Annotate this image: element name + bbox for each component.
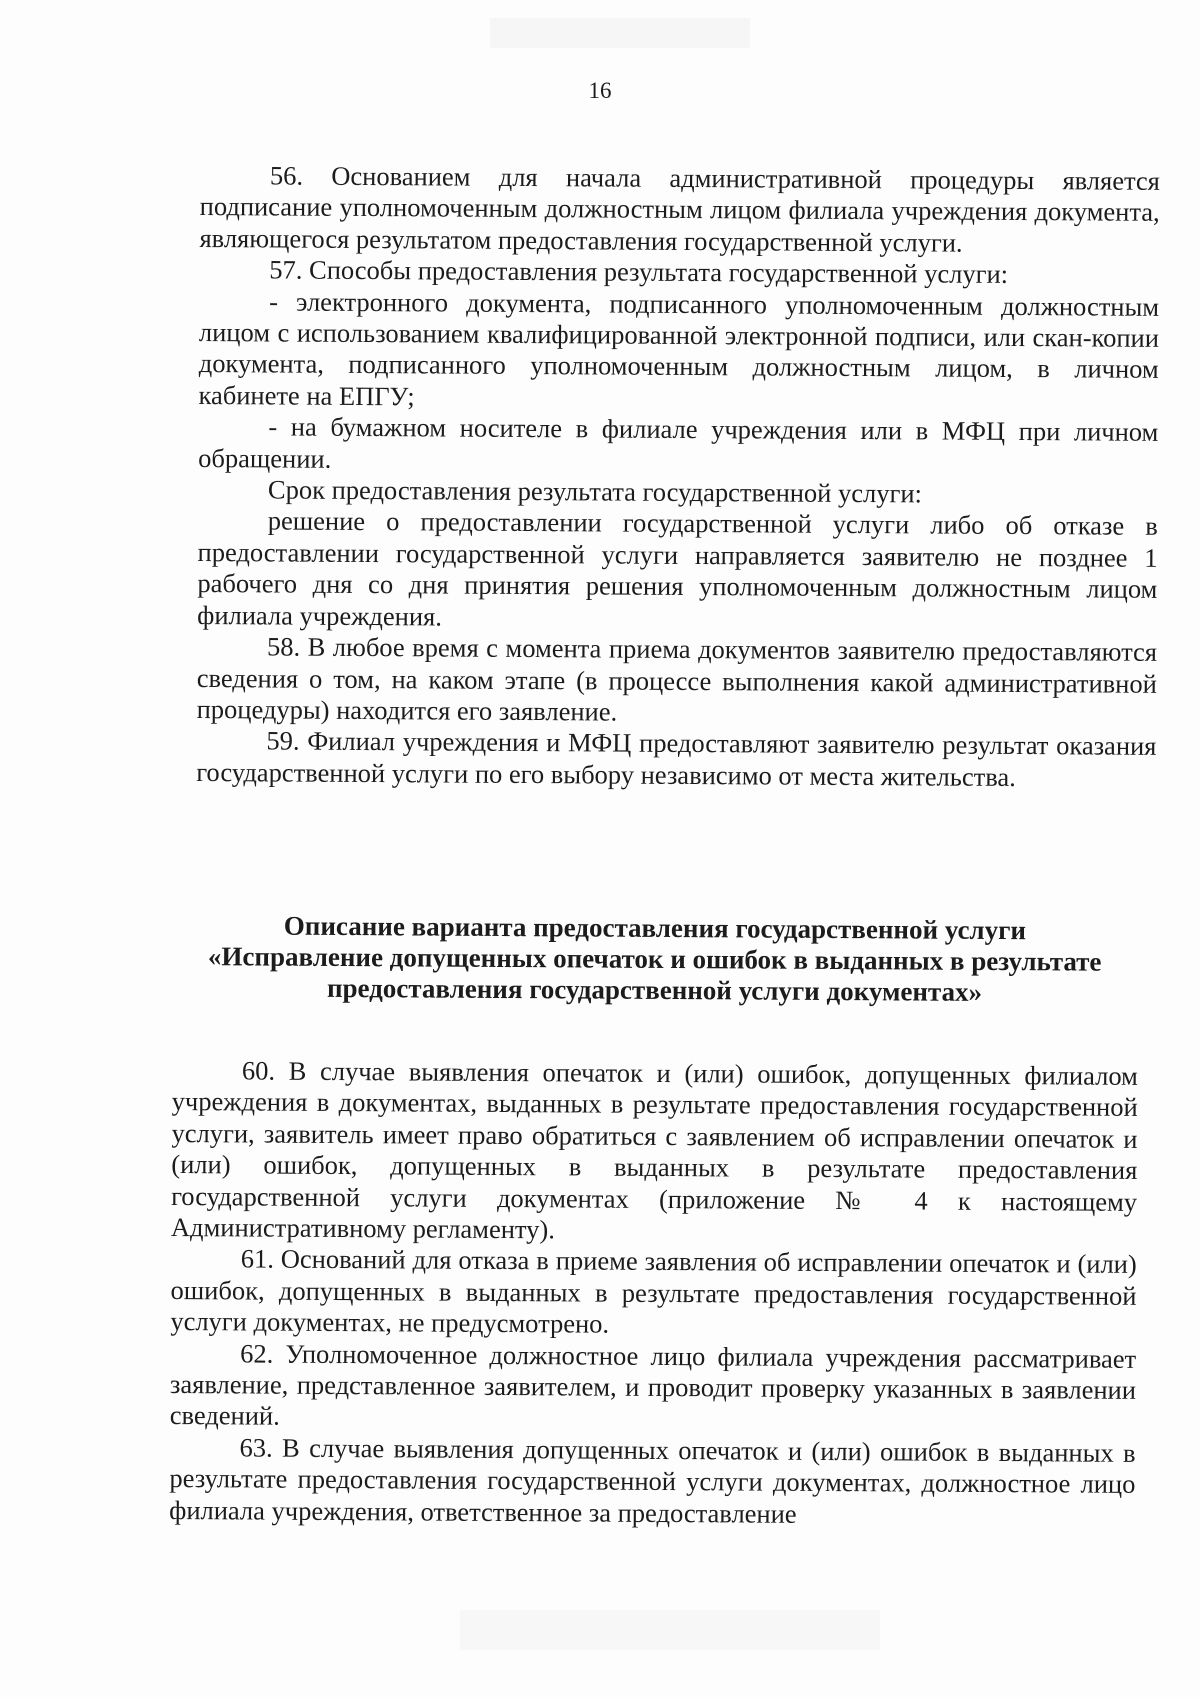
paragraph-63: 63. В случае выявления допущенных опечаток и (или) ошибок в выданных в результате предоставления государственной услуги документах, должностное лицо филиала учреждения, ответственное за предоставление [169, 1432, 1136, 1529]
scan-artifact [490, 18, 750, 48]
paragraph-61: 61. Оснований для отказа в приеме заявления об исправлении опечаток и (или) ошибок, допущенных в выданных в результате предоставления государственной услуги документах, не предусмотрено. [170, 1243, 1137, 1339]
paragraph-56: 56. Основанием для начала административной процедуры является подписание уполномоченным должностным лицом филиала учреждения документа, являющегося результатом предоставления государственной услуги. [199, 160, 1160, 258]
paragraph-60: 60. В случае выявления опечаток и (или) ошибок, допущенных филиалом учреждения в документах, выданных в результате предоставления государственной услуги, заявитель имеет право обратиться с заявлением об исправлении опечаток и (или) ошибок, допущенных в выданных в результате предоставления государственной услуги документах (приложение № 4 к настоящему Административному регламенту). [170, 1055, 1138, 1245]
paragraph-59: 59. Филиал учреждения и МФЦ предоставляют заявителю результат оказания государственной услуги по его выбору независимо от места жительства. [196, 725, 1157, 792]
paragraph-57: 57. Способы предоставления результата государственной услуги: [269, 254, 1009, 290]
section-heading [174, 910, 1135, 1009]
section-heading-line-1: Описание варианта предоставления государственной услуги [283, 910, 1027, 946]
page-number: 16 [588, 78, 612, 103]
section-heading-line-3: предоставления государственной услуги документах» [326, 972, 983, 1007]
paragraph-58: 58. В любое время с момента приема документов заявителю предоставляются сведения о том, на каком этапе (в процессе выполнения какой административной процедуры) находится его заявление. [196, 631, 1158, 727]
body-text-bottom [169, 1055, 1138, 1532]
paragraph-term-heading: Срок предоставления результата государственной услуги: [267, 474, 923, 509]
paragraph-term-decision: решение о предоставлении государственной услуги либо об отказе в предоставлении государственной услуги направляется заявителю не позднее 1 рабочего дня со дня принятия решения уполномоченным должностным лицом филиала учреждения. [197, 505, 1158, 632]
paragraph-57-item-electronic: - электронного документа, подписанного уполномоченным должностным лицом с использованием квалифицированной электронной подписи, или скан-копии документа, подписанного уполномоченным должностным лицом, в личном кабинете на ЕПГУ; [198, 286, 1160, 412]
paragraph-57-item-paper: - на бумажном носителе в филиале учреждения или в МФЦ при личном обращении. [198, 411, 1159, 474]
paragraph-62: 62. Уполномоченное должностное лицо филиала учреждения рассматривает заявление, представленное заявителем, и проводит проверку указанных в заявлении сведений. [169, 1338, 1137, 1432]
section-heading-line-2: «Исправление допущенных опечаток и ошибок в выданных в результате [207, 941, 1102, 977]
scan-artifact [460, 1610, 880, 1650]
body-text-top [196, 160, 1160, 794]
